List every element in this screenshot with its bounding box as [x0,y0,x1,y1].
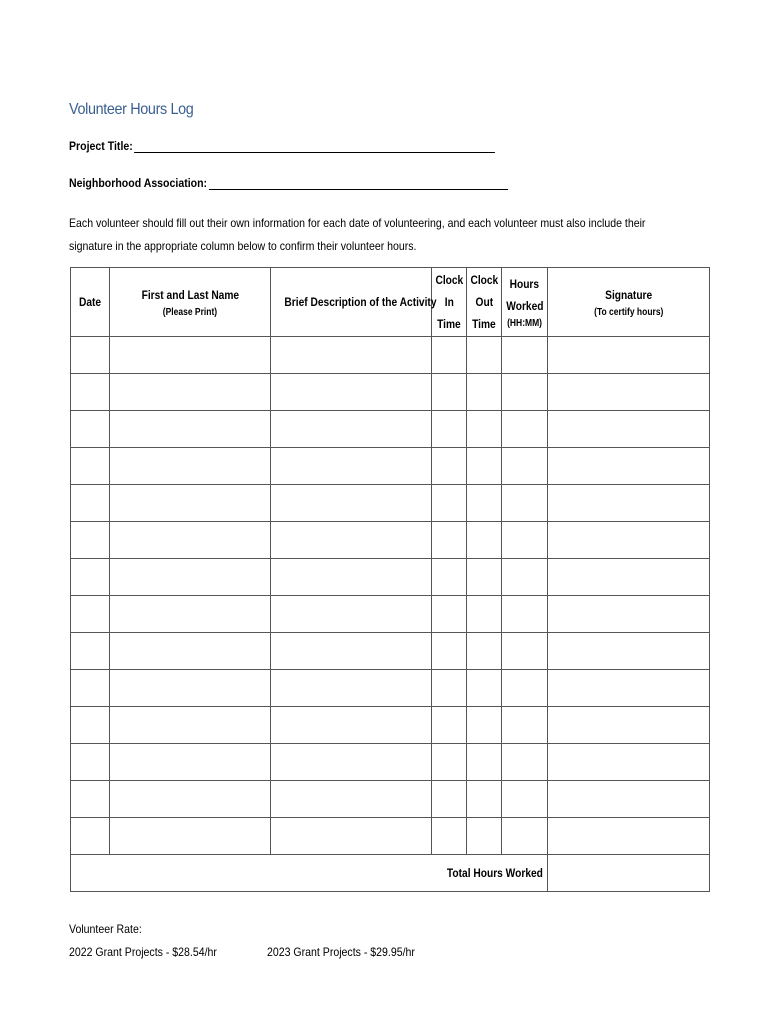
signature-cell[interactable] [548,559,710,596]
table-row [71,485,710,522]
clock-in-cell[interactable] [432,633,467,670]
date-cell[interactable] [71,744,110,781]
name-cell[interactable] [110,818,271,855]
clock-out-cell[interactable] [467,559,502,596]
hours-cell[interactable] [502,781,548,818]
instructions-text: Each volunteer should fill out their own information for each date of volunteering, and each volunteer must also include their signature in the appropriate column below to confirm their volunteer hours. [69,216,646,253]
date-cell[interactable] [71,522,110,559]
hours-cell[interactable] [502,411,548,448]
total-hours-cell[interactable] [548,855,710,892]
signature-cell[interactable] [548,781,710,818]
name-cell[interactable] [110,707,271,744]
clock-in-cell[interactable] [432,337,467,374]
header-clock-out: Clock Out Time [467,268,502,337]
date-cell[interactable] [71,337,110,374]
hours-cell[interactable] [502,374,548,411]
volunteer-hours-table [70,267,710,892]
signature-cell[interactable] [548,448,710,485]
table-row [71,707,710,744]
hours-cell[interactable] [502,485,548,522]
total-hours-label: Total Hours Worked [71,855,548,892]
neighborhood-association-blank[interactable] [209,177,508,190]
header-hours-worked: Hours Worked (HH:MM) [502,268,548,337]
name-cell[interactable] [110,670,271,707]
table-row [71,522,710,559]
table-row [71,633,710,670]
clock-out-cell[interactable] [467,670,502,707]
header-row [71,268,710,337]
rate-2022: 2022 Grant Projects - $28.54/hr [69,945,217,959]
header-signature: Signature (To certify hours) [548,268,710,337]
name-cell[interactable] [110,411,271,448]
activity-cell[interactable] [271,818,432,855]
activity-cell[interactable] [271,781,432,818]
rate-2023: 2023 Grant Projects - $29.95/hr [267,945,415,959]
hours-cell[interactable] [502,559,548,596]
signature-cell[interactable] [548,670,710,707]
clock-out-cell[interactable] [467,337,502,374]
project-title-label: Project Title: [69,139,133,153]
clock-in-cell[interactable] [432,485,467,522]
hours-cell[interactable] [502,337,548,374]
activity-cell[interactable] [271,411,432,448]
clock-out-cell[interactable] [467,374,502,411]
header-name-sub: (Please Print) [162,307,218,318]
clock-in-cell[interactable] [432,559,467,596]
clock-in-cell[interactable] [432,781,467,818]
clock-in-cell[interactable] [432,411,467,448]
clock-out-cell[interactable] [467,448,502,485]
clock-in-cell[interactable] [432,707,467,744]
activity-cell[interactable] [271,670,432,707]
table-row [71,781,710,818]
table-row [71,670,710,707]
clock-out-cell[interactable] [467,411,502,448]
date-cell[interactable] [71,818,110,855]
table-row [71,818,710,855]
activity-cell[interactable] [271,485,432,522]
header-name: First and Last Name (Please Print) [110,268,271,337]
header-clock-in: Clock In Time [432,268,467,337]
clock-out-cell[interactable] [467,596,502,633]
name-cell[interactable] [110,337,271,374]
date-cell[interactable] [71,559,110,596]
clock-in-cell[interactable] [432,670,467,707]
clock-out-cell[interactable] [467,633,502,670]
clock-out-cell[interactable] [467,744,502,781]
clock-in-cell[interactable] [432,744,467,781]
name-cell[interactable] [110,596,271,633]
table-row [71,596,710,633]
date-cell[interactable] [71,670,110,707]
table-row [71,374,710,411]
signature-cell[interactable] [548,596,710,633]
clock-out-cell[interactable] [467,818,502,855]
total-row [71,855,710,892]
signature-cell[interactable] [548,707,710,744]
clock-out-cell[interactable] [467,485,502,522]
clock-in-cell[interactable] [432,448,467,485]
clock-out-cell[interactable] [467,707,502,744]
signature-cell[interactable] [548,633,710,670]
date-cell[interactable] [71,374,110,411]
neighborhood-association-label: Neighborhood Association: [69,176,208,190]
name-cell[interactable] [110,559,271,596]
name-cell[interactable] [110,781,271,818]
header-date: Date [71,268,110,337]
table-row [71,744,710,781]
name-cell[interactable] [110,374,271,411]
clock-in-cell[interactable] [432,522,467,559]
table-row [71,448,710,485]
date-cell[interactable] [71,596,110,633]
name-cell[interactable] [110,448,271,485]
name-cell[interactable] [110,633,271,670]
signature-cell[interactable] [548,818,710,855]
header-hours-sub: (HH:MM) [507,318,542,329]
activity-cell[interactable] [271,448,432,485]
date-cell[interactable] [71,485,110,522]
clock-in-cell[interactable] [432,596,467,633]
hours-cell[interactable] [502,707,548,744]
name-cell[interactable] [110,485,271,522]
signature-cell[interactable] [548,411,710,448]
table-row [71,411,710,448]
volunteer-rate-label: Volunteer Rate: [69,922,142,936]
hours-cell[interactable] [502,596,548,633]
project-title-blank[interactable] [135,140,496,153]
activity-cell[interactable] [271,707,432,744]
neighborhood-association-field[interactable] [69,176,508,190]
signature-cell[interactable] [548,744,710,781]
activity-cell[interactable] [271,559,432,596]
signature-cell[interactable] [548,374,710,411]
clock-out-cell[interactable] [467,781,502,818]
hours-cell[interactable] [502,448,548,485]
activity-cell[interactable] [271,522,432,559]
activity-cell[interactable] [271,633,432,670]
activity-cell[interactable] [271,744,432,781]
signature-cell[interactable] [548,337,710,374]
page-title: Volunteer Hours Log [69,101,194,118]
date-cell[interactable] [71,781,110,818]
table-row [71,559,710,596]
date-cell[interactable] [71,707,110,744]
date-cell[interactable] [71,633,110,670]
header-signature-sub: (To certify hours) [593,307,664,318]
signature-cell[interactable] [548,485,710,522]
activity-cell[interactable] [271,374,432,411]
hours-cell[interactable] [502,670,548,707]
hours-cell[interactable] [502,818,548,855]
project-title-field[interactable] [69,139,495,153]
signature-cell[interactable] [548,522,710,559]
activity-cell[interactable] [271,337,432,374]
hours-cell[interactable] [502,522,548,559]
clock-in-cell[interactable] [432,374,467,411]
name-cell[interactable] [110,744,271,781]
hours-cell[interactable] [502,633,548,670]
clock-out-cell[interactable] [467,522,502,559]
activity-cell[interactable] [271,596,432,633]
clock-in-cell[interactable] [432,818,467,855]
hours-cell[interactable] [502,744,548,781]
date-cell[interactable] [71,448,110,485]
date-cell[interactable] [71,411,110,448]
name-cell[interactable] [110,522,271,559]
table-row [71,337,710,374]
header-activity: Brief Description of the Activity [271,268,432,337]
log-body [71,337,710,892]
